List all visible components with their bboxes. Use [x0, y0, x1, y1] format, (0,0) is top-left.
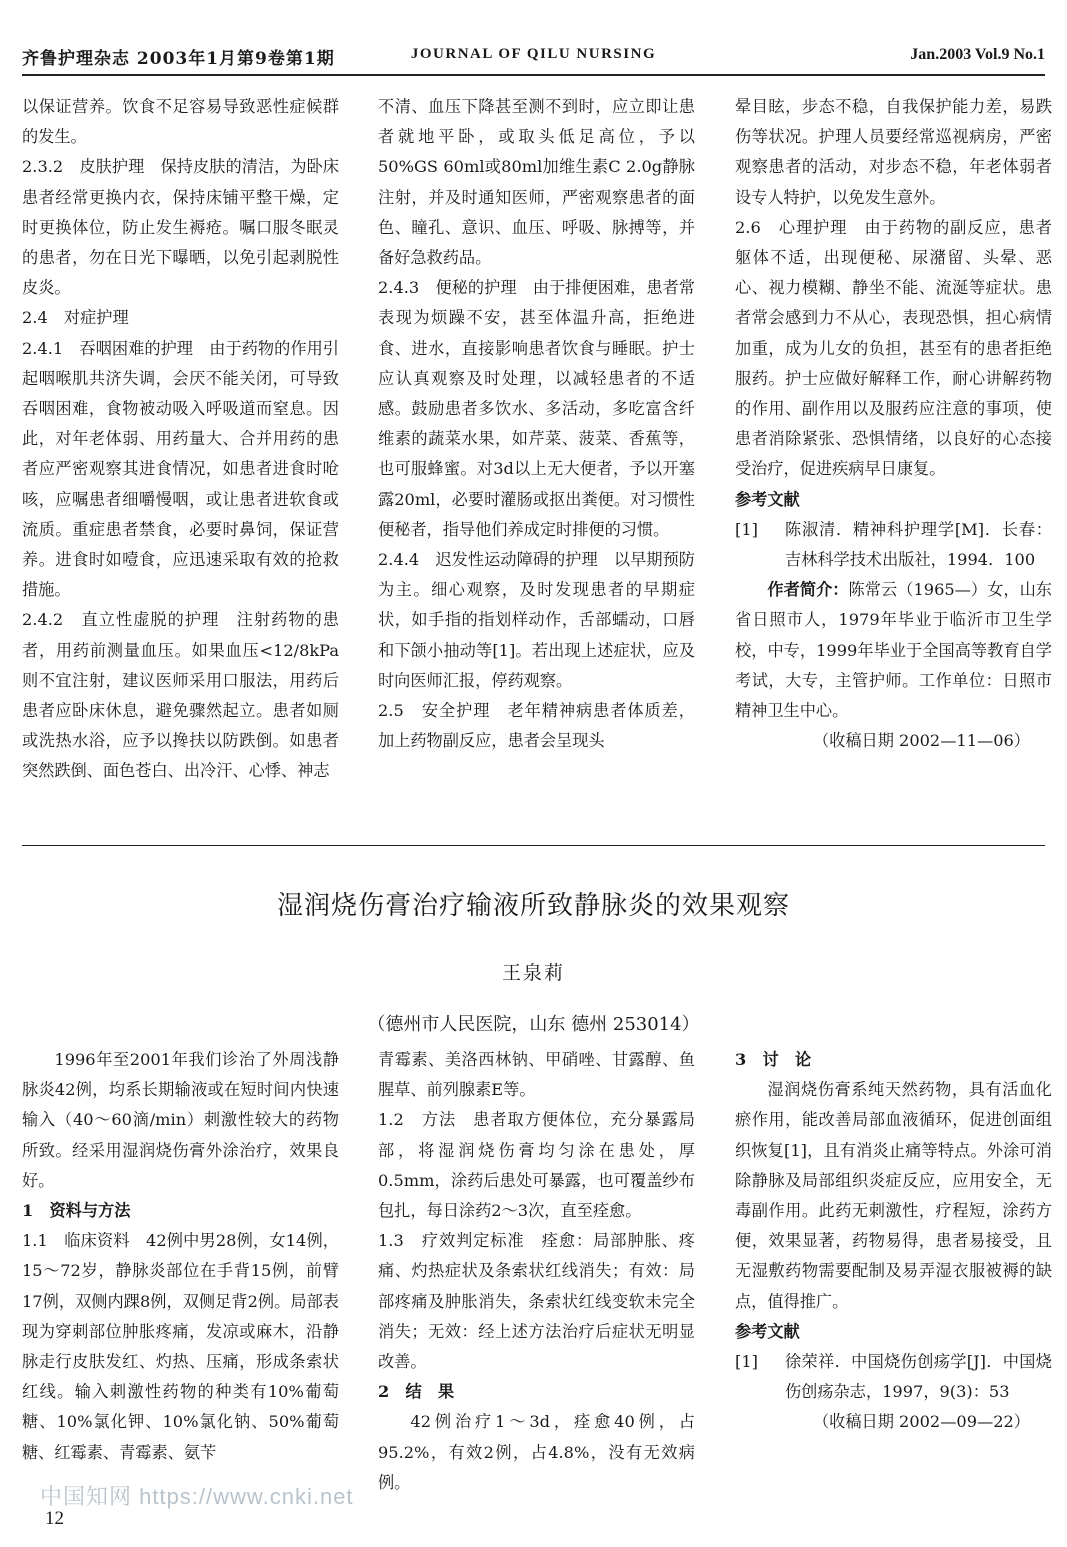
article-title: 湿润烧伤膏治疗输液所致静脉炎的效果观察 — [276, 891, 790, 921]
top-column-2 — [378, 92, 695, 756]
section-heading: 2.4 对症护理 — [22, 308, 129, 328]
references-heading: 参考文献 — [735, 489, 800, 509]
reference-item — [735, 515, 1052, 575]
reference-number: [1] — [735, 1352, 758, 1372]
top-column-3 — [735, 92, 1052, 756]
section-heading: 1 资料与方法 — [22, 1201, 131, 1221]
paragraph: 青霉素、美洛西林钠、甲硝唑、甘露醇、鱼腥草、前列腺素E等。 — [378, 1050, 695, 1100]
bottom-column-2 — [378, 1045, 695, 1498]
author-bio-label: 作者简介： — [767, 580, 849, 600]
paragraph: 晕目眩，步态不稳，自我保护能力差，易跌伤等状况。护理人员要经常巡视病房，严密观察患者的活动，对步态不稳，年老体弱者设专人特护，以免发生意外。 — [735, 97, 1052, 207]
article-divider — [22, 845, 1045, 846]
paragraph: 1.3 疗效判定标准 痊愈：局部肿胀、疼痛、灼热症状及条索状红线消失；有效：局部疼痛及肿胀消失，条索状红线变软未完全消失；无效：经上述方法治疗后症状无明显改善。 — [378, 1231, 695, 1372]
paragraph: 以保证营养。饮食不足容易导致恶性症候群的发生。 — [22, 97, 339, 147]
received-date: （收稿日期 2002—11—06） — [812, 731, 1030, 751]
paragraph: 42例治疗1～3d，痊愈40例，占95.2%，有效2例，占4.8%，没有无效病例。 — [378, 1412, 695, 1492]
paragraph: 1.2 方法 患者取方便体位，充分暴露局部，将湿润烧伤膏均匀涂在患处，厚0.5mm，涂药后患处可暴露，也可覆盖纱布包扎，每日涂药2～3次，直至痊愈。 — [378, 1110, 695, 1221]
section-heading: 2 结 果 — [378, 1382, 455, 1402]
paragraph: 2.5 安全护理 老年精神病患者体质差，加上药物副反应，患者会呈现头 — [378, 701, 695, 751]
author-bio — [735, 575, 1052, 726]
paragraph: 不清、血压下降甚至测不到时，应立即让患者就地平卧，或取头低足高位，予以50%GS 60ml或80ml加维生素C 2.0g静脉注射，并及时通知医师，严密观察患者的面色、瞳孔、意识、血压、呼吸、脉搏等，并备好急救药品。 — [378, 97, 695, 268]
page-number: 12 — [45, 1508, 64, 1529]
article-affiliation: （德州市人民医院，山东 德州 253014） — [367, 1014, 700, 1035]
author-bio-text: 陈常云（1965—）女，山东省日照市人，1979年毕业于临沂市卫生学校，中专，1999年毕业于全国高等教育自学考试，大专，主管护师。工作单位：日照市精神卫生中心。 — [735, 580, 1052, 721]
bottom-column-1 — [22, 1045, 339, 1468]
paragraph: 2.4.2 直立性虚脱的护理 注射药物的患者，用药前测量血压。如果血压<12/8kPa则不宜注射，建议医师采用口服法，用药后患者应卧床休息，避免骤然起立。患者如厕或洗热水浴，应予以搀扶以防跌倒。如患者突然跌倒、面色苍白、出冷汗、心悸、神志 — [22, 610, 339, 781]
paragraph: 2.4.1 吞咽困难的护理 由于药物的作用引起咽喉肌共济失调，会厌不能关闭，可导致吞咽困难，食物被动吸入呼吸道而窒息。因此，对年老体弱、用药量大、合并用药的患者应严密观察其进食情况，如患者进食时呛咳，应嘱患者细嚼慢咽，或让患者进软食或流质。重症患者禁食，必要时鼻饲，保证营养。进食时如噎食，应迅速采取有效的抢救措施。 — [22, 338, 339, 600]
header-journal-english: JOURNAL OF QILU NURSING — [410, 46, 657, 62]
reference-item — [735, 1347, 1052, 1407]
reference-text: 陈淑清．精神科护理学[M]．长春：吉林科学技术出版社，1994．100 — [785, 519, 1052, 570]
paragraph: 2.4.3 便秘的护理 由于排便困难，患者常表现为烦躁不安，甚至体温升高，拒绝进食、进水，直接影响患者饮食与睡眠。护士应认真观察及时处理，以减轻患者的不适感。鼓励患者多饮水、多活动，多吃富含纤维素的蔬菜水果，如芹菜、菠菜、香蕉等，也可服蜂蜜。对3d以上无大便者，予以开塞露20ml，必要时灌肠或抠出粪便。对习惯性便秘者，指导他们养成定时排便的习惯。 — [378, 278, 695, 539]
header-date-volume: Jan.2003 Vol.9 No.1 — [910, 46, 1045, 63]
header-journal-issue: 齐鲁护理杂志 2003年1月第9卷第1期 — [22, 49, 335, 69]
paragraph: 2.4.4 迟发性运动障碍的护理 以早期预防为主。细心观察，及时发现患者的早期症状，如手指的指划样动作，舌部蠕动，口唇和下颌小抽动等[1]。若出现上述症状，应及时向医师汇报，停药观察。 — [378, 550, 695, 690]
top-column-1 — [22, 92, 339, 787]
reference-text: 徐荣祥．中国烧伤创疡学[J]．中国烧伤创疡杂志，1997，9(3)：53 — [785, 1352, 1052, 1402]
reference-number: [1] — [735, 519, 758, 539]
bottom-column-3 — [735, 1045, 1052, 1438]
running-header — [22, 40, 1045, 76]
cnki-watermark: 中国知网 https://www.cnki.net — [40, 1484, 354, 1509]
paragraph: 1996年至2001年我们诊治了外周浅静脉炎42例，均系长期输液或在短时间内快速输入（40～60滴/min）刺激性较大的药物所致。经采用湿润烧伤膏外涂治疗，效果良好。 — [22, 1050, 339, 1190]
paragraph: 2.3.2 皮肤护理 保持皮肤的清洁，为卧床患者经常更换内衣，保持床铺平整干燥，定时更换体位，防止发生褥疮。嘱口服冬眠灵的患者，勿在日光下曝晒，以免引起剥脱性皮炎。 — [22, 157, 339, 298]
section-heading: 3 讨 论 — [735, 1050, 812, 1069]
paragraph: 2.6 心理护理 由于药物的副反应，患者躯体不适，出现便秘、尿潴留、头晕、恶心、视力模糊、静坐不能、流涎等症状。患者常会感到力不从心，表现恐惧，担心病情加重，成为儿女的负担，甚至有的患者拒绝服药。护士应做好解释工作，耐心讲解药物的作用、副作用以及服药应注意的事项，使患者消除紧张、恐惧情绪，以良好的心态接受治疗，促进疾病早日康复。 — [735, 217, 1052, 479]
received-date: （收稿日期 2002—09—22） — [812, 1412, 1030, 1432]
paragraph: 1.1 临床资料 42例中男28例，女14例，15～72岁，静脉炎部位在手背15例，前臂17例，双侧内踝8例，双侧足背2例。局部表现为穿刺部位肿胀疼痛，发凉或麻木，沿静脉走行皮肤发红、灼热、压痛，形成条索状红线。输入刺激性药物的种类有10%葡萄糖、10%氯化钾、10%氯化钠、50%葡萄糖、红霉素、青霉素、氨苄 — [22, 1231, 339, 1462]
article-author: 王泉莉 — [501, 962, 565, 984]
paragraph: 湿润烧伤膏系纯天然药物，具有活血化瘀作用，能改善局部血液循环，促进创面组织恢复[1]，且有消炎止痛等特点。外涂可消除静脉及局部组织炎症反应，应用安全，无毒副作用。此药无刺激性，疗程短，涂药方便，效果显著，药物易得，患者易接受，且无湿敷药物需要配制及易弄湿衣服被褥的缺点，值得推广。 — [735, 1080, 1052, 1311]
references-heading: 参考文献 — [735, 1321, 800, 1341]
